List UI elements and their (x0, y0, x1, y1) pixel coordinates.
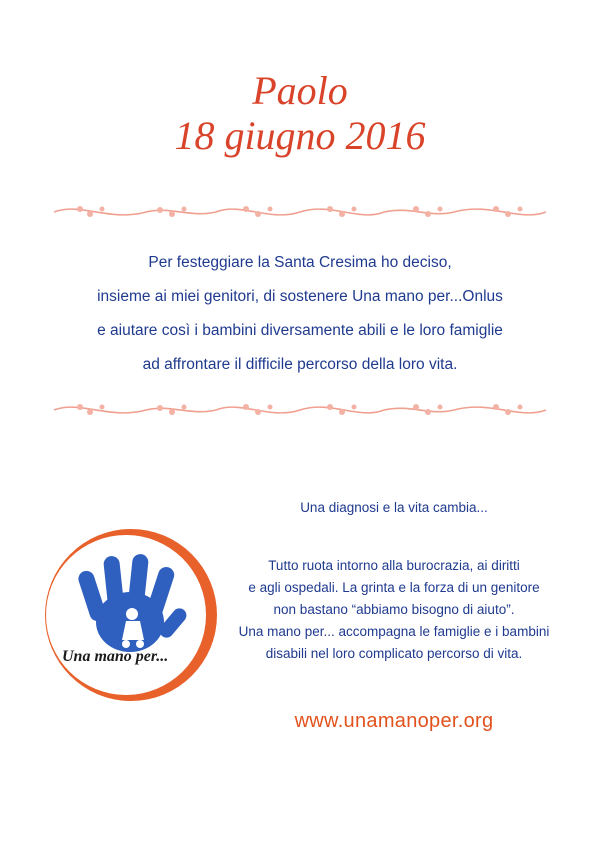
celebrant-name: Paolo (252, 68, 348, 113)
info-paragraph (222, 555, 566, 665)
hand-child-logo-icon (40, 524, 222, 706)
info-line: Una mano per... accompagna le famiglie e i bambini (238, 624, 550, 639)
floral-divider-top (50, 200, 550, 224)
dedication-message (0, 246, 600, 382)
tagline: Una diagnosi e la vita cambia... (300, 500, 488, 515)
message-line: insieme ai miei genitori, di sostenere Una mano per...Onlus (97, 288, 503, 305)
info-line: e agli ospedali. La grinta e la forza di un genitore (248, 580, 540, 595)
message-line: Per festeggiare la Santa Cresima ho deciso, (148, 254, 452, 271)
info-line: Tutto ruota intorno alla burocrazia, ai diritti (268, 558, 520, 573)
info-line: non bastano “abbiamo bisogno di aiuto”. (273, 602, 515, 617)
floral-divider-bottom (50, 398, 550, 422)
info-line: disabili nel loro complicato percorso di vita. (265, 646, 523, 661)
message-line: e aiutare così i bambini diversamente abili e le loro famiglie (97, 322, 503, 339)
event-date: 18 giugno 2016 (174, 113, 426, 158)
website-link[interactable]: www.unamanoper.org (294, 710, 494, 732)
message-line: ad affrontare il difficile percorso della loro vita. (142, 356, 458, 373)
logo-caption: Una mano per... (62, 648, 169, 665)
